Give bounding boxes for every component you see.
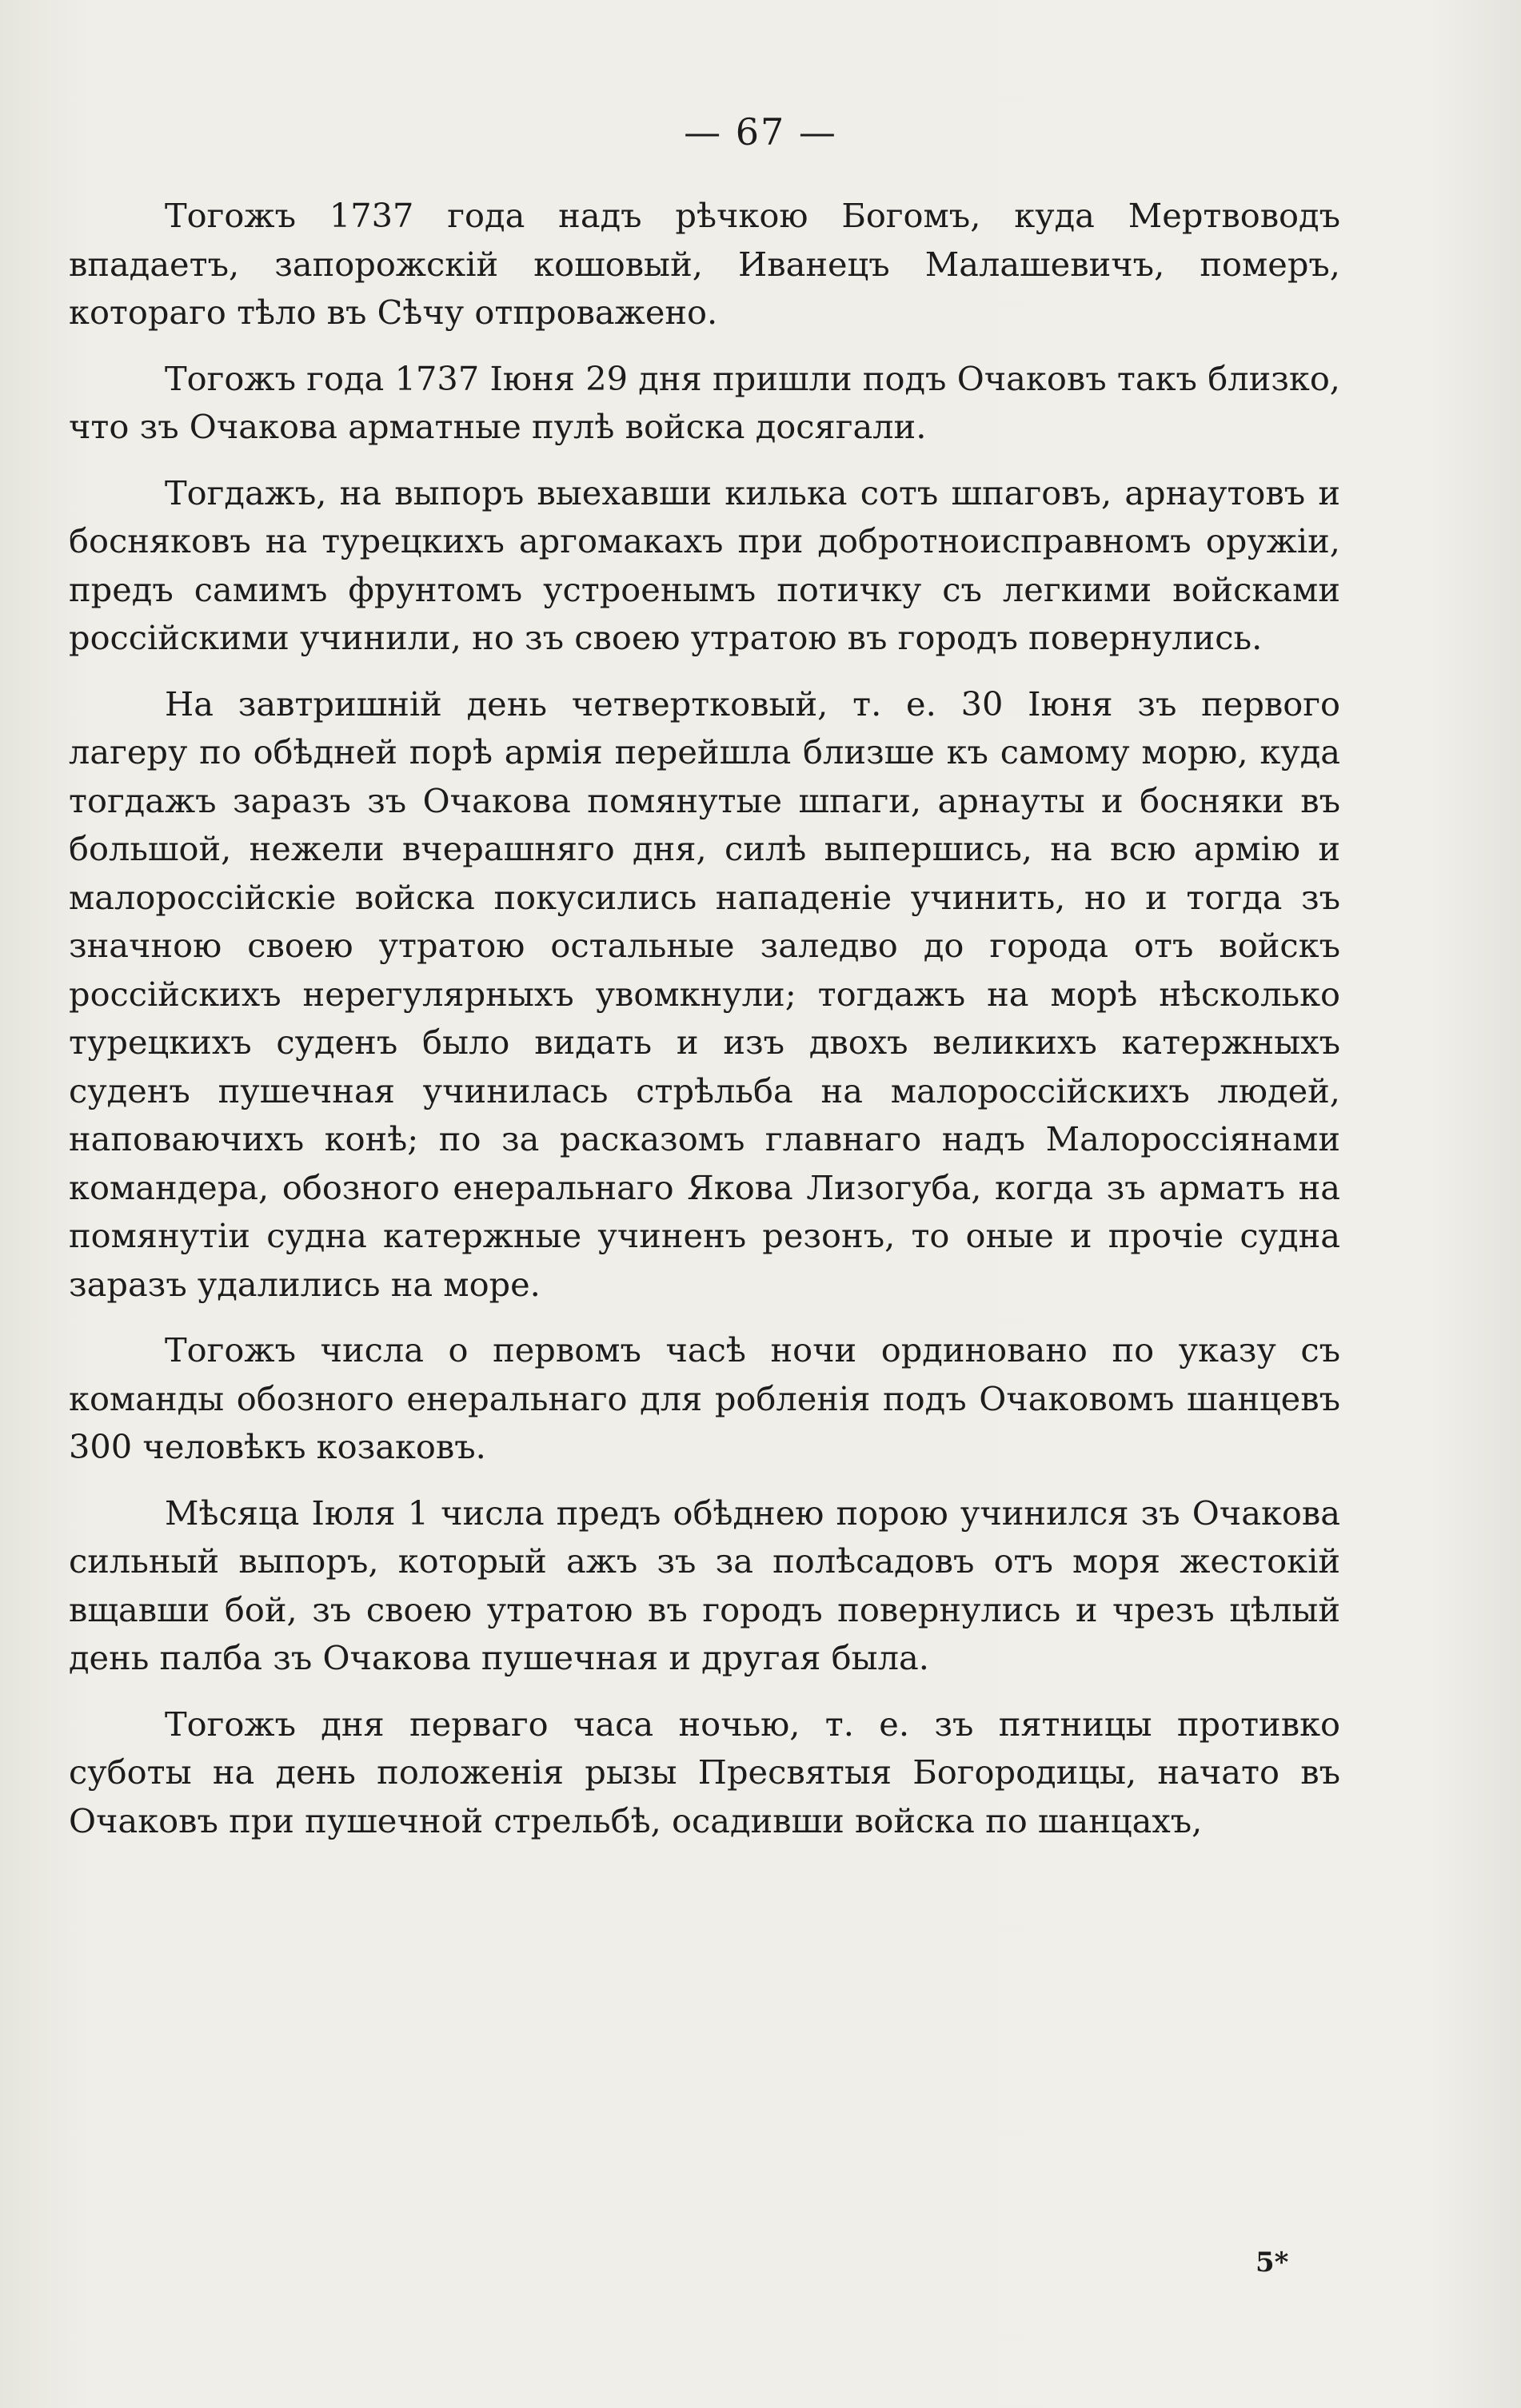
- paragraph: На завтришній день четвертковый, т. е. 30 Іюня зъ первого лагеру по обѣдней порѣ армія перейшла близше къ самому морю, куда тогдажъ заразъ зъ Очакова помянутые шпаги, арнауты и босняки въ большой, нежели вчерашняго дня, силѣ выпершись, на всю армію и малороссійскіе войска покусились нападеніе учинить, но и тогда зъ значною своею утратою остальные заледво до города отъ войскъ россійскихъ нерегулярныхъ увомкнули; тогдажъ на морѣ нѣсколько турецкихъ суденъ было видать и изъ двохъ великихъ катержныхъ суденъ пушечная учинилась стрѣльба на малороссійскихъ людей, наповаючихъ конѣ; по за расказомъ главнаго надъ Малороссіянами командера, обозного енеральнаго Якова Лизогуба, когда зъ арматъ на помянутіи судна катержные учиненъ резонъ, то оные и прочіе судна заразъ удалились на море.: [69, 684, 1340, 1304]
- printer-signature-mark: 5*: [1256, 2247, 1289, 2278]
- paragraph: Мѣсяца Іюля 1 числа предъ обѣднею порою учинился зъ Очакова сильный выпоръ, который ажъ зъ за полѣсадовъ отъ моря жестокій вщавши бой, зъ своею утратою въ городъ повернулись и чрезъ цѣлый день палба зъ Очакова пушечная и другая была.: [69, 1493, 1340, 1677]
- paragraph: Тогожъ года 1737 Іюня 29 дня пришли подъ Очаковъ такъ близко, что зъ Очакова арматные пулѣ войска досягали.: [69, 358, 1340, 446]
- body-text: [69, 192, 1340, 1863]
- paragraph: Тогожъ числа о первомъ часѣ ночи ординовано по указу съ команды обозного енеральнаго для робленія подъ Очаковомъ шанцевъ 300 человѣкъ козаковъ.: [69, 1330, 1340, 1466]
- page-number: — 67 —: [684, 110, 837, 153]
- paragraph: Тогдажъ, на выпоръ выехавши килька сотъ шпаговъ, арнаутовъ и босняковъ на турецкихъ аргомакахъ при добротноисправномъ оружіи, предъ самимъ фрунтомъ устроенымъ потичку съ легкими войсками россійскими учинили, но зъ своею утратою въ городъ повернулись.: [69, 472, 1340, 657]
- paragraph: Тогожъ дня перваго часа ночью, т. е. зъ пятницы противко суботы на день положенія рызы Пресвятыя Богородицы, начато въ Очаковъ при пушечной стрельбѣ, осадивши войска по шанцахъ,: [69, 1704, 1340, 1840]
- paragraph: Тогожъ 1737 года надъ рѣчкою Богомъ, куда Мертвоводъ впадаетъ, запорожскій кошовый, Иванецъ Малашевичъ, померъ, котораго тѣло въ Сѣчу отпроважено.: [69, 196, 1340, 332]
